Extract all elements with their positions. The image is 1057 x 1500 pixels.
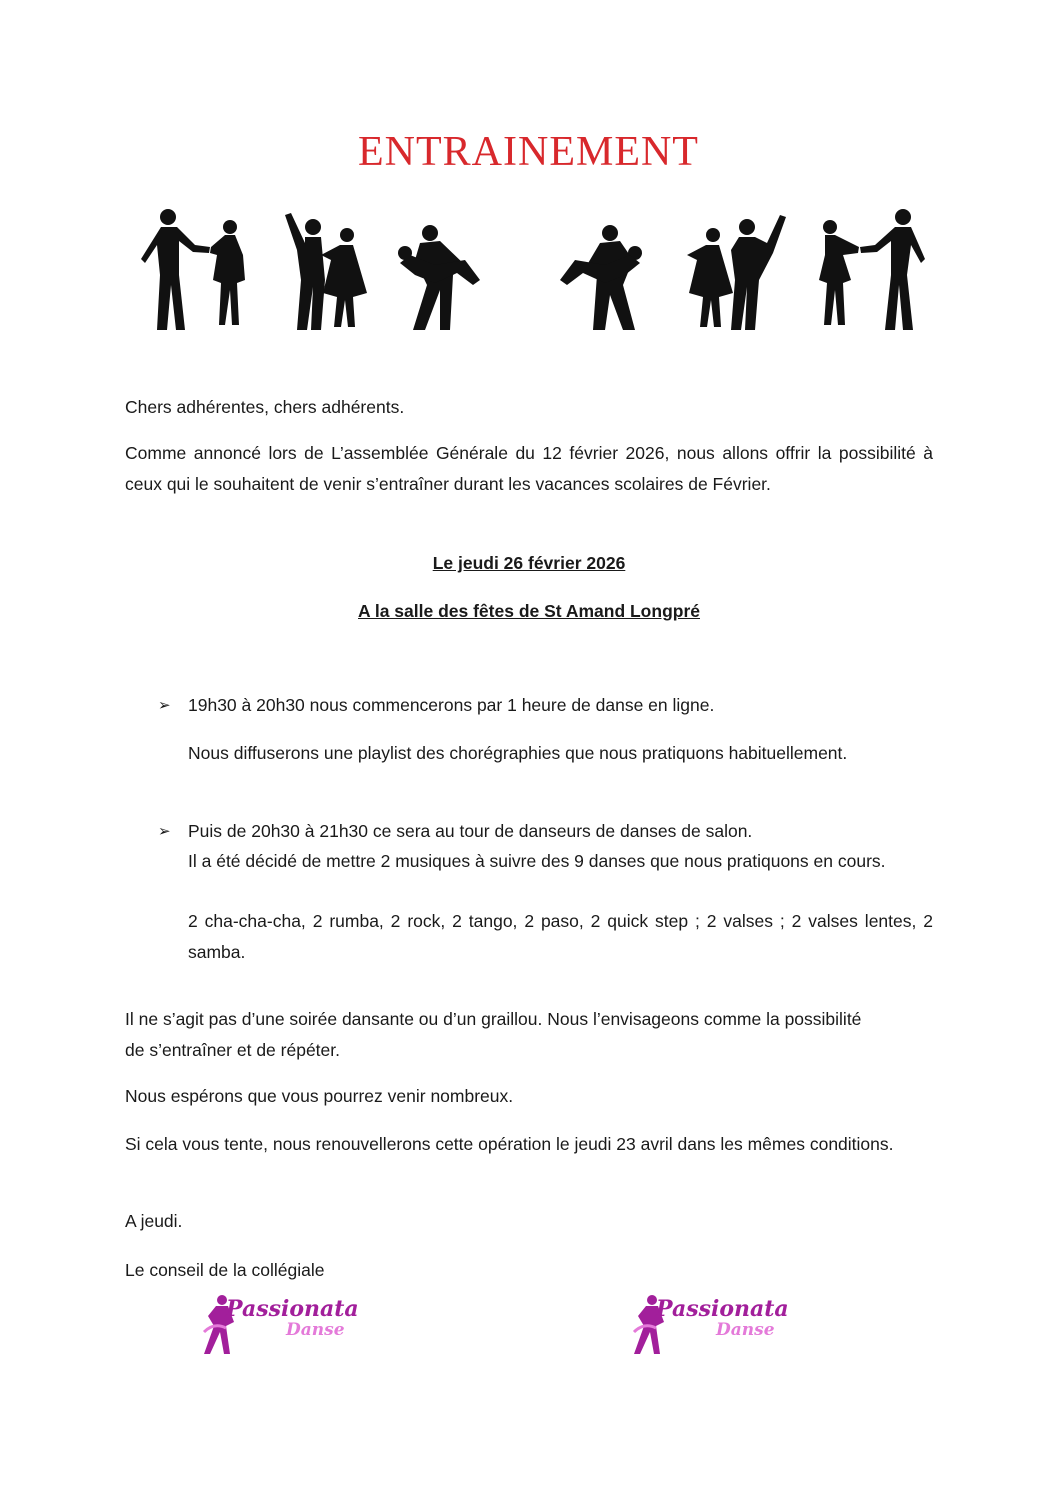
dancer-couple-3 [398,225,480,330]
closing: A jeudi. [125,1211,183,1231]
page-title: ENTRAINEMENT [358,129,699,175]
dancer-couple-4 [560,225,642,330]
greeting: Chers adhérentes, chers adhérents. [125,397,405,417]
bullet-2-detail: Il a été décidé de mettre 2 musiques à suivre des 9 danses que nous pratiquons en cours. [188,851,886,871]
bullet-1-line: 19h30 à 20h30 nous commencerons par 1 heure de danse en ligne. [188,695,715,715]
intro-paragraph: Comme annoncé lors de L’assemblée Générale du 12 février 2026, nous allons offrir la possibilité à ceux qui le souhaitent de venir s’entraîner durant les vacances scolaires de Février. [125,443,933,494]
arrow-bullet-icon: ➢ [158,823,171,840]
bullet-2-line: Puis de 20h30 à 21h30 ce sera au tour de danseurs de danses de salon. [188,821,753,841]
logo-line2: Danse [286,1320,345,1340]
logo-line2: Danse [716,1320,775,1340]
dancer-couple-5 [687,215,786,330]
bullet-1-detail: Nous diffuserons une playlist des chorégraphies que nous pratiquons habituellement. [188,743,848,763]
logo-line1: Passionata [656,1296,789,1322]
bullet-2-dance-list: 2 cha-cha-cha, 2 rumba, 2 rock, 2 tango, 2 paso, 2 quick step ; 2 valses ; 2 valses lentes, 2 samba. [188,911,933,962]
note-paragraph: Il ne s’agit pas d’une soirée dansante ou d’un graillou. Nous l’envisageons comme la possibilité de s’entraîner et de répéter. [125,1009,862,1060]
dancer-couple-2 [285,213,367,330]
event-date: Le jeudi 26 février 2026 [432,553,626,573]
dancers-silhouette-banner [135,205,935,340]
signature: Le conseil de la collégiale [125,1260,325,1280]
passionata-logo-right [630,1292,800,1362]
arrow-bullet-icon: ➢ [158,697,171,714]
dancer-couple-1 [141,209,245,330]
event-place: A la salle des fêtes de St Amand Longpré [358,601,700,621]
repeat-paragraph: Si cela vous tente, nous renouvellerons cette opération le jeudi 23 avril dans les mêmes conditions. [125,1134,894,1154]
dancer-couple-6 [819,209,925,330]
passionata-logo-left [200,1292,370,1362]
hope-paragraph: Nous espérons que vous pourrez venir nombreux. [125,1086,514,1106]
logo-line1: Passionata [226,1296,359,1322]
